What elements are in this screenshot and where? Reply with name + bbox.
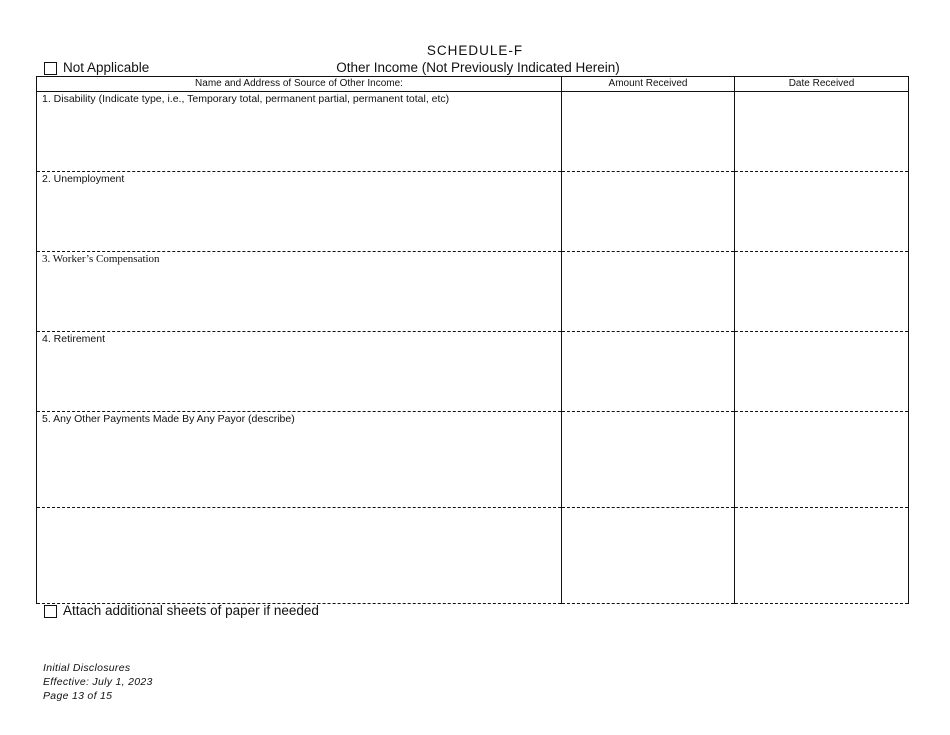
not-applicable-checkbox[interactable] [44,62,57,75]
amount-cell[interactable] [562,172,735,252]
date-cell[interactable] [735,412,909,508]
table-row [37,92,909,172]
row-label-retirement[interactable]: 4. Retirement [37,332,562,412]
column-header-source: Name and Address of Source of Other Income: [37,77,562,92]
table-row [37,172,909,252]
amount-cell[interactable] [562,412,735,508]
amount-cell[interactable] [562,252,735,332]
row-label-blank[interactable] [37,508,562,604]
table-row [37,412,909,508]
not-applicable-label: Not Applicable [63,60,150,75]
date-cell[interactable] [735,508,909,604]
footer-page-number: Page 13 of 15 [43,690,113,702]
row-label-unemployment[interactable]: 2. Unemployment [37,172,562,252]
schedule-title: SCHEDULE-F [426,43,524,58]
attach-sheets-label: Attach additional sheets of paper if needed [63,603,319,618]
table-row [37,332,909,412]
row-label-workers-compensation[interactable]: 3. Worker’s Compensation [37,252,562,332]
date-cell[interactable] [735,332,909,412]
date-cell[interactable] [735,172,909,252]
row-label-other-payments[interactable]: 5. Any Other Payments Made By Any Payor (describe) [37,412,562,508]
amount-cell[interactable] [562,508,735,604]
date-cell[interactable] [735,92,909,172]
amount-cell[interactable] [562,332,735,412]
footer-document-name: Initial Disclosures [43,662,131,674]
column-header-amount: Amount Received [562,77,735,92]
row-label-disability[interactable]: 1. Disability (Indicate type, i.e., Temporary total, permanent partial, permanent total, etc) [37,92,562,172]
table-row [37,508,909,604]
footer-effective-date: Effective: July 1, 2023 [43,676,153,688]
column-header-date: Date Received [735,77,909,92]
table-row [37,252,909,332]
attach-sheets-checkbox[interactable] [44,605,57,618]
other-income-table [36,76,909,604]
amount-cell[interactable] [562,92,735,172]
table-header-row [37,77,909,92]
schedule-subtitle: Other Income (Not Previously Indicated Herein) [336,60,620,75]
date-cell[interactable] [735,252,909,332]
